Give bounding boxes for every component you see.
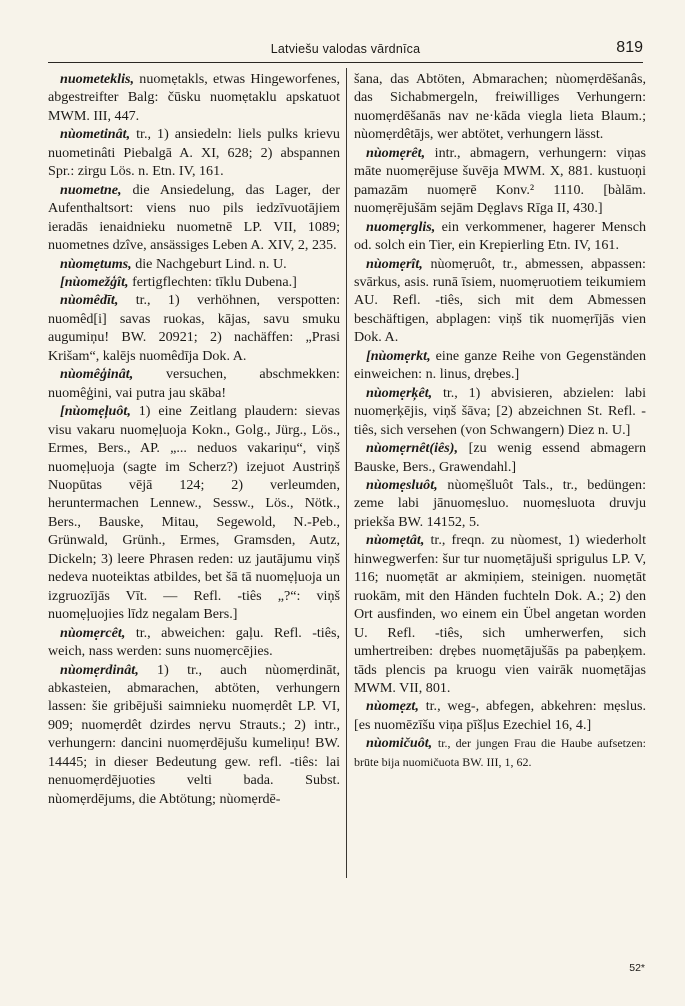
entry-definition: nùomẹruôt, tr., abmessen, abpassen: svārkus, asis. runā īsiem, nuomẹruotiem teikumiem AU. Refl. -tiês, sich mit dem Abmessen beschäftigen, abplagen: viņš tik nuomẹrījās vien Dok. A.	[354, 255, 646, 346]
column-divider	[346, 68, 347, 878]
entry-definition: fertigflechten: tīklu Dubena.]	[132, 273, 297, 290]
entry-headword: [nùomẹļuôt,	[60, 403, 131, 420]
entry-headword: nùomẹrdinât,	[60, 661, 139, 678]
running-title: Latviešu valodas vārdnīca	[270, 42, 421, 56]
entry-definition: 1) tr., auch nùomẹrdināt, abkasteien, abmarachen, abtöten, verhungern lassen: šie gribējuši saimnieku nuomẹrdêt LP. VI, 909; nuomẹrdêt dzirdes nẹrvu Strauts.; 2) intr., verhungern: dancini nuomẹrdējušu kumeliņu! BW. 14445; in dieser Bedeutung gew. refl. -tiês: lai nenuomẹrdējuoties velti bada. Subst. nùomẹrdējums, die Abtötung; nùomẹrdē-	[48, 661, 340, 807]
dictionary-entry	[354, 384, 646, 439]
entry-definition: 1) eine Zeitlang plaudern: sievas visu vakaru nuomẹļuoja Kokn., Golg., Jürg., Lös., Ermes, Bers., AP. „... neduos vakariņu“, viņš nuomẹļuoja (sagte im Scherz?) izejuot Austriņš Nuopūtas vējā 124; 2) verleumden, heruntermachen Lennew., Sessw., Lös., Nötk., Bers., Bauske, Mitau, Segewold, N.-Peb., Grünwald, Grünh., Ermes, Gramsden, Autz, Dickeln; 3) leere Phrasen reden: uz jautājumu viņš nedeva nuoteiktas atbildes, bet šā tā nuomẹļuoja un izgruozījās Vīt. — Refl. -tiês „?“: viņš nuomẹļuojies līdz negalam Bers.]	[48, 403, 340, 623]
entry-definition: tr., weg-, abfegen, abkehren: mẹslus. [es nuomēzīšu viņa pīšļus Ezechiel 16, 4.]	[354, 698, 646, 733]
dictionary-entry	[48, 402, 340, 623]
dictionary-entry	[354, 439, 646, 476]
entry-definition: tr., 1) abvisieren, abzielen: labi nuomẹrķējis, viņš šāva; [2) abzeichnen St. Refl. -tiês, sich versehen (von Schwangern) Diez n. U.]	[354, 384, 646, 438]
right-column	[354, 70, 646, 771]
dictionary-entry	[354, 347, 646, 384]
entry-definition: [zu wenig essend abmagern Bauske, Bers., Grawendahl.]	[354, 440, 646, 475]
entry-headword: nuometeklis,	[60, 71, 134, 87]
entry-headword: [nùomẹrkt,	[366, 347, 431, 364]
dictionary-entry	[48, 661, 340, 809]
entry-definition: šana, das Abtöten, Abmarachen; nùomẹrdēšanâs, das Sichabmergeln, freiwilliges Verhungern: nuomẹrdēšanās nav ne·kāda viegla lieta Blaum.; nùomẹrdêtājs, wer abtötet, verhungern lässt.	[354, 71, 646, 143]
dictionary-entry	[354, 218, 646, 255]
entry-headword: nùomẹrcêt,	[60, 624, 126, 641]
dictionary-entry	[354, 144, 646, 218]
entry-definition: intr., abmagern, verhungern: viņas māte nuomẹrējuse šuvēja MWM. X, 881. kustuoņi pamazām nuomẹrē Konv.² 1110. [bàlām. nuomẹrējušām sejām Dẹglavs Rīga II, 430.]	[354, 144, 646, 217]
page-number: 819	[616, 39, 643, 56]
dictionary-entry	[354, 255, 646, 347]
dictionary-entry	[48, 273, 340, 291]
left-column	[48, 70, 340, 808]
entry-headword: nuomẹrglis,	[366, 218, 436, 235]
dictionary-entry	[354, 531, 646, 697]
entry-definition: tr., der jungen Frau die Haube aufsetzen: brūte bija nuomičuota BW. III, 1, 62.	[354, 736, 646, 769]
entry-headword: nùomêģinât,	[60, 366, 134, 383]
dictionary-entry	[354, 476, 646, 531]
dictionary-entry	[354, 734, 646, 771]
dictionary-entry	[48, 291, 340, 365]
entry-headword: nùometinât,	[60, 126, 131, 143]
dictionary-entry	[48, 70, 340, 125]
entry-headword: [nùomežģît,	[60, 273, 129, 290]
entry-definition: nùomẹšluôt Tals., tr., bedüngen: zeme labi jānuomẹsluo. nuomẹsluota druvju priekša BW. 14152, 5.	[354, 476, 647, 530]
entry-definition: tr., 1) verhöhnen, verspotten: nuomêd[i] savas ruokas, kājas, savu smuku augumiņu! BW. 20921; 2) nachäffen: „Prasi Krišam“, kalējs nuomêdīja Dok. A.	[48, 292, 340, 364]
entry-headword: nuometne,	[60, 181, 122, 198]
entry-definition: tr., 1) ansiedeln: liels pulks krievu nuometinâti Piebalgā A. XI, 628; 2) abspannen Spr.: zirgu Lös. n. Etn. IV, 161.	[48, 126, 340, 180]
entry-headword: nùomičuôt,	[366, 735, 433, 752]
entry-headword: nùomêdīt,	[60, 292, 119, 309]
printer-signature: 52*	[629, 962, 645, 974]
entry-definition: versuchen, abschmekken: nuomêģini, vai putra jau skāba!	[48, 366, 340, 401]
entry-headword: nùomẹrķêt,	[366, 384, 433, 401]
page-header	[48, 38, 643, 63]
entry-headword: nùomẹtât,	[366, 532, 425, 549]
entry-definition: nuomẹtakls, etwas Hingeworfenes, abgestreifter Balg: čūsku nuomẹtaklu apskatuot MWM. III, 447.	[48, 71, 340, 124]
dictionary-entry	[354, 697, 646, 734]
dictionary-entry	[48, 181, 340, 255]
entry-definition: tr., abweichen: gaļu. Refl. -tiês, weich, nass werden: suns nuomẹrcējies.	[48, 624, 340, 660]
entry-definition: die Ansiedelung, das Lager, der Aufenthaltsort: viens nuo pils iedzīvuotājiem ieradās ienaidnieku nuometnē LP. VII, 1089; nuometnes dzîve, ansässiges Leben A. XIV, 2, 235.	[48, 181, 340, 254]
entry-headword: nùomẹrnêt(iês),	[366, 440, 459, 457]
dictionary-entry	[48, 624, 340, 661]
entry-headword: nùomẹtums,	[60, 255, 132, 272]
dictionary-entry	[48, 365, 340, 402]
dictionary-entry	[48, 255, 340, 273]
entry-headword: nùomẹzt,	[366, 698, 419, 715]
entry-definition: die Nachgeburt Lind. n. U.	[135, 255, 287, 272]
entry-definition: eine ganze Reihe von Gegenständen einweichen: n. linus, drẹbes.]	[354, 347, 646, 383]
entry-definition: tr., freqn. zu nùomest, 1) wiederholt hinwegwerfen: šur tur nuomẹtājuši sprigulus LP. V, 116; nuomẹtāt ar akmiņiem, steinigen. nuomẹtāt ruokām, mit den Händen fuchteln Dok. A.; 2) den Ort ausfinden, wo einem ein Übel angetan worden U. Refl. -tiês, sich umherwerfen, sich umhertreiben: drẹbes nuomẹtājušās pa pabeņķem. tāds plencis pa kruogu vien vairāk nuomẹtājas MWM. VII, 801.	[354, 532, 646, 696]
entry-definition: ein verkommener, hagerer Mensch od. solch ein Tier, ein Krepierling Etn. IV, 161.	[354, 218, 646, 254]
entry-headword: nùomẹsluôt,	[366, 476, 438, 493]
dictionary-entry	[354, 70, 646, 144]
entry-headword: nùomẹrît,	[366, 255, 423, 272]
dictionary-entry	[48, 125, 340, 180]
entry-headword: nùomẹrêt,	[366, 144, 426, 161]
